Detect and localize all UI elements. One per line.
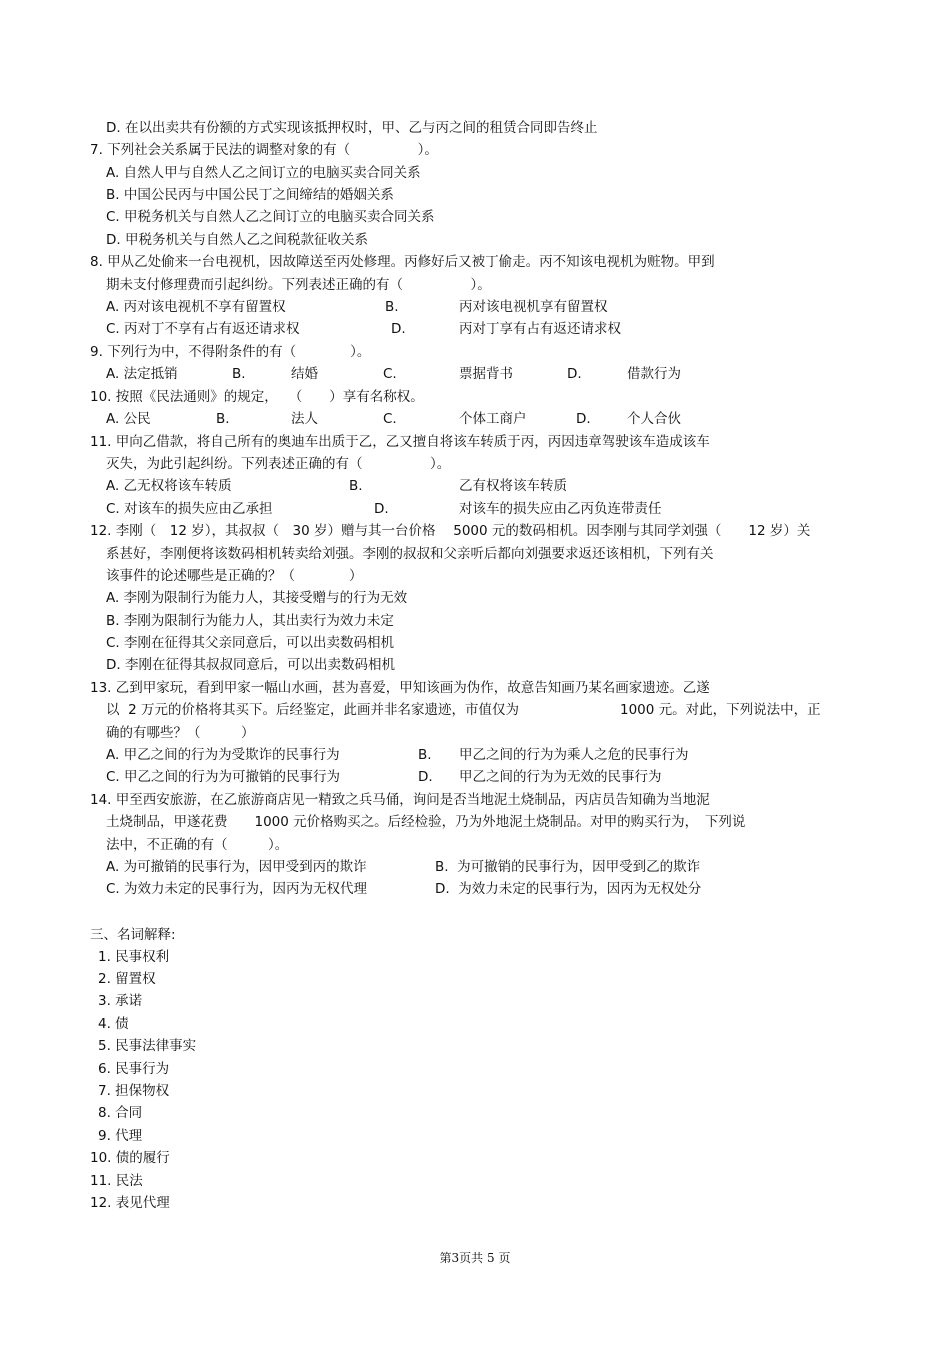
q13-option-a: A. 甲乙之间的行为为受欺诈的民事行为 <box>106 747 340 763</box>
q8-option-d-letter: D. <box>391 321 406 337</box>
q9-option-d: 借款行为 <box>627 366 681 382</box>
q9-option-b-letter: B. <box>232 366 246 382</box>
q11-option-d-letter: D. <box>374 501 389 517</box>
q10-option-d: 个人合伙 <box>627 411 681 427</box>
q11-option-a: A. 乙无权将该车转质 <box>106 478 232 494</box>
q8-option-c: C. 丙对丁不享有占有返还请求权 <box>106 321 300 337</box>
term-item: 3. 承诺 <box>98 993 143 1009</box>
q12-stem-line3: 该事件的论述哪些是正确的？（ ） <box>106 568 363 584</box>
q11-option-b-letter: B. <box>349 478 363 494</box>
q9-option-b: 结婚 <box>291 366 318 382</box>
q11-option-b: 乙有权将该车转质 <box>459 478 567 494</box>
q14-option-a: A. 为可撤销的民事行为，因甲受到丙的欺诈 <box>106 859 367 875</box>
q14-stem-line3: 法中，不正确的有（ ）。 <box>106 837 289 853</box>
q9-stem: 9. 下列行为中，不得附条件的有（ ）。 <box>90 344 371 360</box>
q13-option-d-letter: D. <box>418 769 433 785</box>
q9-option-c: 票据背书 <box>459 366 513 382</box>
q13-option-b: 甲乙之间的行为为乘人之危的民事行为 <box>459 747 689 763</box>
q13-stem-line2b: 1000 元。对此，下列说法中，正 <box>620 702 821 718</box>
q8-option-b: 丙对该电视机享有留置权 <box>459 299 608 315</box>
q12-option-c: C. 李刚在征得其父亲同意后，可以出卖数码相机 <box>106 635 395 651</box>
page-footer: 第3页共 5 页 <box>439 1251 511 1265</box>
q8-option-a: A. 丙对该电视机不享有留置权 <box>106 299 286 315</box>
term-item: 2. 留置权 <box>98 971 156 987</box>
q10-option-c: 个体工商户 <box>459 411 527 427</box>
q12-stem-line2: 系甚好，李刚便将该数码相机转卖给刘强。李刚的叔叔和父亲听后都向刘强要求返还该相机，下列有关 <box>106 546 714 562</box>
term-item: 1. 民事权利 <box>98 949 170 965</box>
q11-option-d: 对该车的损失应由乙丙负连带责任 <box>459 501 662 517</box>
term-item: 11. 民法 <box>90 1173 143 1189</box>
q7-option-b: B. 中国公民丙与中国公民丁之间缔结的婚姻关系 <box>106 187 394 203</box>
q7-option-a: A. 自然人甲与自然人乙之间订立的电脑买卖合同关系 <box>106 165 421 181</box>
q13-option-b-letter: B. <box>418 747 432 763</box>
q9-option-c-letter: C. <box>383 366 397 382</box>
q13-stem-line1: 13. 乙到甲家玩，看到甲家一幅山水画，甚为喜爱，甲知该画为伪作，故意告知画乃某名画家遗迹。乙遂 <box>90 680 710 696</box>
q13-option-c: C. 甲乙之间的行为为可撤销的民事行为 <box>106 769 341 785</box>
q7-option-d: D. 甲税务机关与自然人乙之间税款征收关系 <box>106 232 368 248</box>
q9-option-d-letter: D. <box>567 366 582 382</box>
q12-option-a: A. 李刚为限制行为能力人，其接受赠与的行为无效 <box>106 590 408 606</box>
q13-option-d: 甲乙之间的行为为无效的民事行为 <box>459 769 662 785</box>
q14-stem-line2: 土烧制品，甲遂花费 1000 元价格购买之。后经检验，乃为外地泥土烧制品。对甲的购买行为， 下列说 <box>106 814 746 830</box>
term-item: 4. 债 <box>98 1016 129 1032</box>
q10-option-d-letter: D. <box>576 411 591 427</box>
q14-stem-line1: 14. 甲至西安旅游，在乙旅游商店见一精致之兵马俑，询问是否当地泥土烧制品，丙店员告知确为当地泥 <box>90 792 710 808</box>
section-heading-definitions: 三、名词解释: <box>90 927 176 943</box>
term-item: 12. 表见代理 <box>90 1195 170 1211</box>
q14-option-c: C. 为效力未定的民事行为，因丙为无权代理 <box>106 881 368 897</box>
q8-option-d: 丙对丁享有占有返还请求权 <box>459 321 621 337</box>
term-item: 5. 民事法律事实 <box>98 1038 197 1054</box>
q14-option-d: D. 为效力未定的民事行为，因丙为无权处分 <box>435 881 702 897</box>
q12-option-d: D. 李刚在征得其叔叔同意后，可以出卖数码相机 <box>106 657 395 673</box>
q6-option-d: D. 在以出卖共有份额的方式实现该抵押权时，甲、乙与丙之间的租赁合同即告终止 <box>106 120 598 136</box>
q7-stem: 7. 下列社会关系属于民法的调整对象的有（ ）。 <box>90 142 438 158</box>
term-item: 6. 民事行为 <box>98 1061 170 1077</box>
term-item: 9. 代理 <box>98 1128 143 1144</box>
q8-stem-line2: 期未支付修理费而引起纠纷。下列表述正确的有（ ）。 <box>106 277 491 293</box>
q8-stem-line1: 8. 甲从乙处偷来一台电视机，因故障送至丙处修理。丙修好后又被丁偷走。丙不知该电视机为赃物。甲到 <box>90 254 715 270</box>
q11-stem-line2: 灭失，为此引起纠纷。下列表述正确的有（ ）。 <box>106 456 451 472</box>
q10-option-c-letter: C. <box>383 411 397 427</box>
q10-option-b: 法人 <box>291 411 318 427</box>
term-item: 7. 担保物权 <box>98 1083 170 1099</box>
q13-stem-line2a: 以 2 万元的价格将其买下。后经鉴定，此画并非名家遗迹，市值仅为 <box>106 702 519 718</box>
q11-option-c: C. 对该车的损失应由乙承担 <box>106 501 273 517</box>
term-item: 8. 合同 <box>98 1105 143 1121</box>
q9-option-a: A. 法定抵销 <box>106 366 178 382</box>
q10-stem: 10. 按照《民法通则》的规定， （ ）享有名称权。 <box>90 389 424 405</box>
q10-option-b-letter: B. <box>216 411 230 427</box>
q10-option-a: A. 公民 <box>106 411 151 427</box>
q8-option-b-letter: B. <box>385 299 399 315</box>
q12-option-b: B. 李刚为限制行为能力人，其出卖行为效力未定 <box>106 613 394 629</box>
q13-stem-line3: 确的有哪些？（ ） <box>106 725 255 741</box>
q11-stem-line1: 11. 甲向乙借款，将自己所有的奥迪车出质于乙，乙又擅自将该车转质于丙，丙因违章驾驶该车造成该车 <box>90 434 710 450</box>
q12-stem-line1: 12. 李刚（ 12 岁），其叔叔（ 30 岁）赠与其一台价格 5000 元的数码相机。因李刚与其同学刘强（ 12 岁）关 <box>90 523 811 539</box>
q7-option-c: C. 甲税务机关与自然人乙之间订立的电脑买卖合同关系 <box>106 209 435 225</box>
term-item: 10. 债的履行 <box>90 1150 170 1166</box>
q14-option-b: B. 为可撤销的民事行为，因甲受到乙的欺诈 <box>435 859 701 875</box>
